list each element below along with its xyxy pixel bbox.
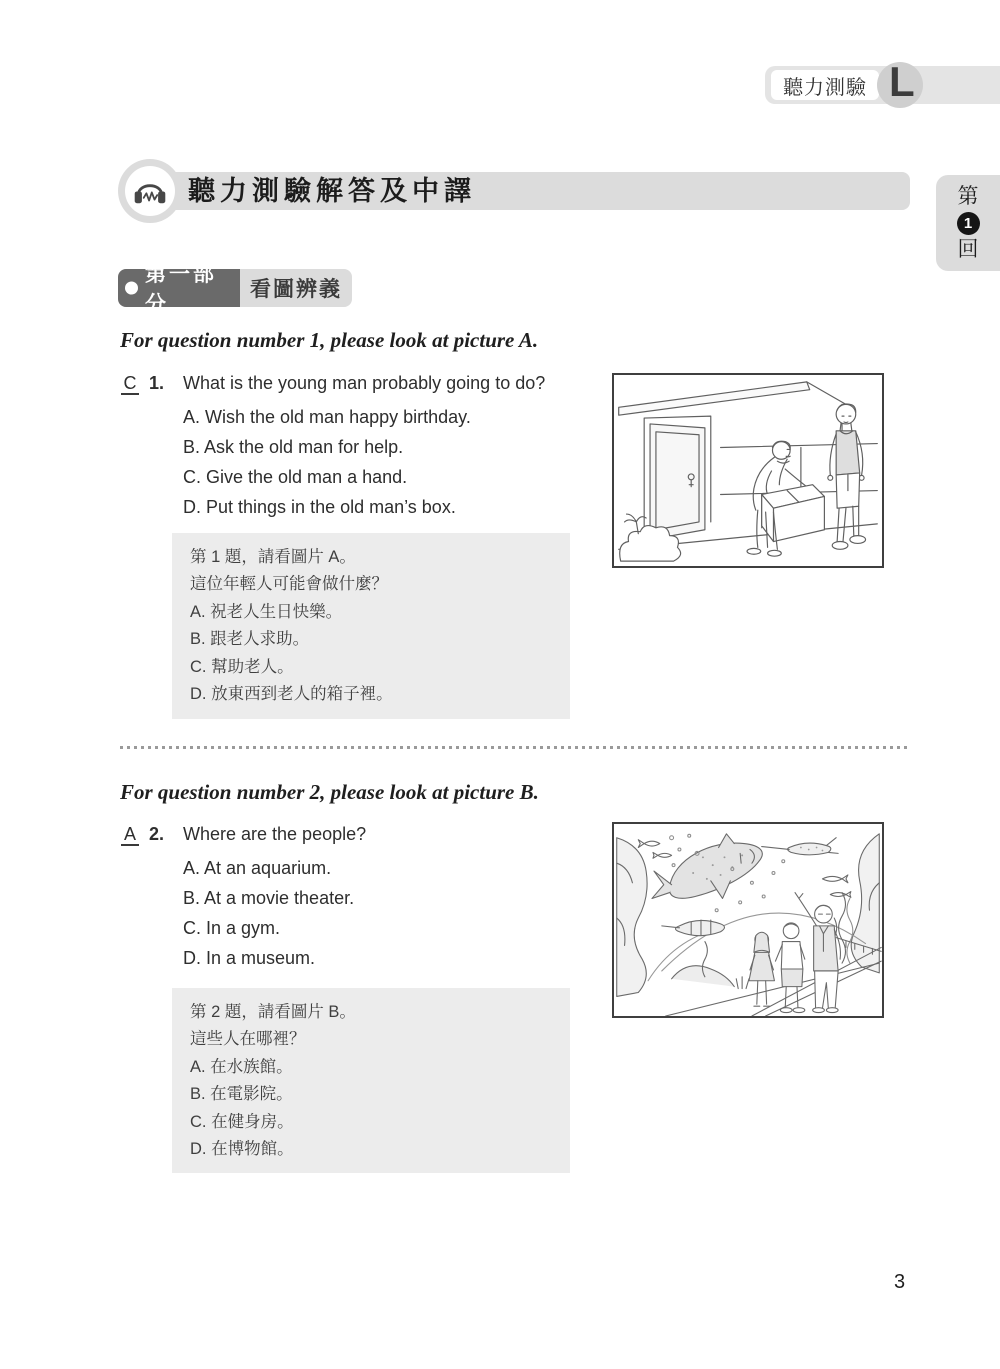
translation-2-option-a: A. 在水族館。 [190, 1057, 293, 1076]
side-tab-prefix: 第 [957, 184, 979, 208]
question-2-intro: For question number 2, please look at picture B. [120, 780, 539, 804]
question-1-answer: C [121, 372, 139, 395]
dotted-divider [120, 746, 910, 749]
translation-2-option-c: C. 在健身房。 [190, 1112, 294, 1131]
part-label: 第一部分 [145, 263, 217, 316]
part-banner-dark [118, 263, 240, 316]
question-1-block [121, 372, 601, 522]
question-2-answer: A [121, 823, 139, 846]
translation-2-heading: 第 2 題，請看圖片 B。 [190, 1003, 356, 1021]
question-1-option-b: B. Ask the old man for help. [183, 437, 404, 457]
question-2-text: Where are the people? [183, 824, 367, 844]
question-2-option-a: A. At an aquarium. [183, 858, 332, 878]
translation-1-option-d: D. 放東西到老人的箱子裡。 [190, 685, 393, 704]
question-2-block [121, 823, 601, 973]
part-banner-light [240, 269, 352, 307]
corner-tab-letter: L [889, 58, 915, 105]
question-1-option-d: D. Put things in the old man’s box. [183, 497, 456, 517]
side-round-tab [936, 175, 1000, 271]
question-1-text: What is the young man probably going to do? [183, 373, 546, 393]
translation-1-heading: 第 1 題，請看圖片 A。 [190, 548, 356, 566]
round-number-badge: 1 [957, 212, 980, 235]
header-icon-ring [118, 159, 182, 223]
translation-1-option-a: A. 祝老人生日快樂。 [190, 602, 343, 621]
question-1-number: 1. [149, 373, 165, 393]
translation-2-option-b: B. 在電影院。 [190, 1085, 293, 1104]
question-2-option-b: B. At a movie theater. [183, 888, 355, 908]
question-1-option-c: C. Give the old man a hand. [183, 467, 408, 487]
side-tab-suffix: 回 [957, 237, 979, 261]
question-1-translation-box [172, 533, 570, 719]
picture-a-illustration [612, 373, 884, 568]
question-1-intro: For question number 1, please look at picture A. [120, 328, 539, 352]
corner-section-tab [765, 58, 1000, 105]
picture-b-illustration [612, 822, 884, 1018]
question-2-head [121, 823, 601, 846]
headphones-icon [125, 166, 175, 216]
part-name: 看圖辨義 [250, 278, 342, 301]
page-title: 聽力測驗解答及中譯 [188, 176, 476, 206]
translation-1-option-c: C. 幫助老人。 [190, 657, 294, 676]
translation-1-option-b: B. 跟老人求助。 [190, 630, 310, 649]
translation-2-option-d: D. 在博物館。 [190, 1140, 294, 1159]
question-1-head [121, 372, 601, 395]
translation-2-question: 這些人在哪裡？ [190, 1030, 306, 1049]
bullet-dot-icon [125, 282, 138, 295]
page-number: 3 [894, 1271, 906, 1293]
question-2-number: 2. [149, 824, 165, 844]
question-1-option-a: A. Wish the old man happy birthday. [183, 407, 471, 427]
question-2-option-d: D. In a museum. [183, 948, 316, 968]
corner-tab-label: 聽力測驗 [771, 70, 879, 100]
question-2-translation-box [172, 988, 570, 1173]
part-banner [118, 263, 352, 316]
question-2-option-c: C. In a gym. [183, 918, 281, 938]
translation-1-question: 這位年輕人可能會做什麼？ [190, 575, 388, 594]
